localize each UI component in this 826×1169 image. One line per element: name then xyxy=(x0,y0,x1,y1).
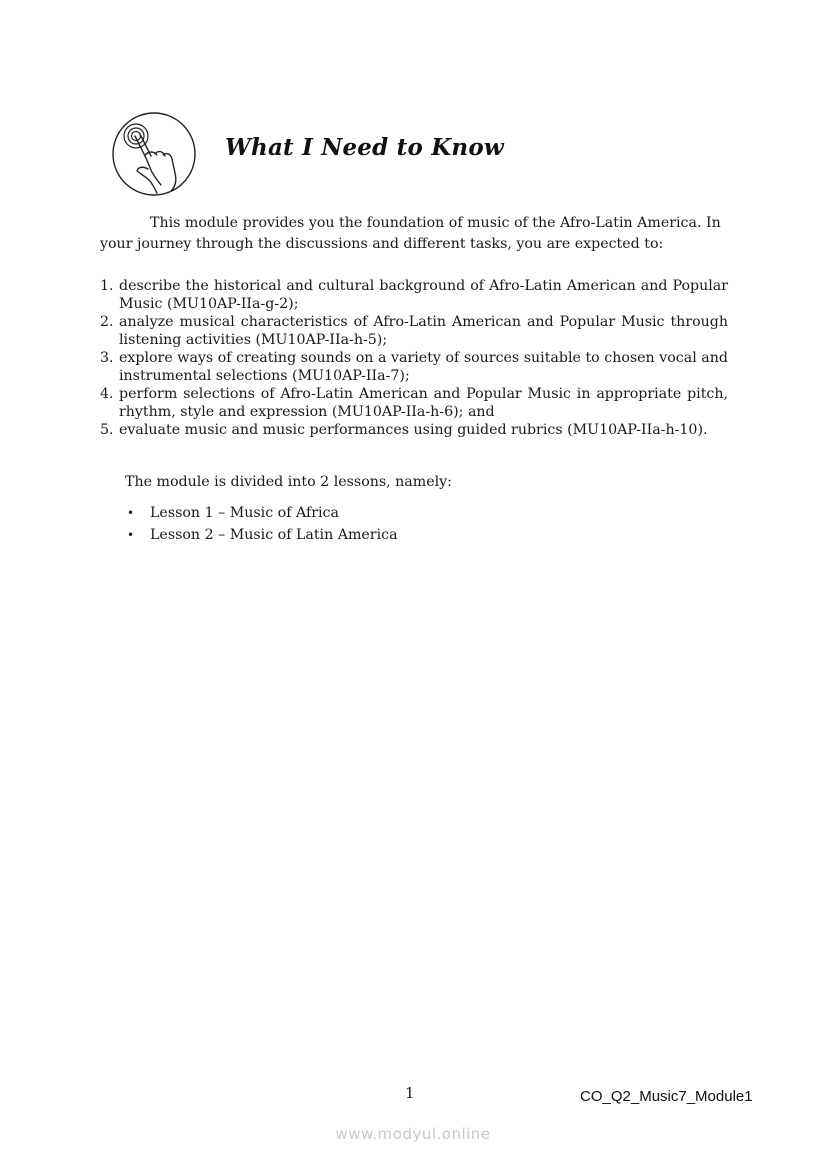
lesson-text: Lesson 2 – Music of Latin America xyxy=(150,527,398,543)
objectives-list xyxy=(100,277,728,439)
page-number: 1 xyxy=(405,1084,415,1102)
watermark: www.modyul.online xyxy=(335,1125,491,1143)
objective-item xyxy=(100,349,728,385)
objective-text: explore ways of creating sounds on a variety of sources suitable to chosen vocal and instrumental selections (MU10AP-IIa-7); xyxy=(119,350,728,384)
objective-text: perform selections of Afro-Latin American and Popular Music in appropriate pitch, rhythm, style and expression (MU10AP-IIa-h-6); and xyxy=(119,386,728,420)
lesson-item xyxy=(125,502,398,524)
objective-number: 3. xyxy=(100,350,114,366)
objective-item xyxy=(100,313,728,349)
module-code: CO_Q2_Music7_Module1 xyxy=(580,1088,753,1105)
objective-text: describe the historical and cultural background of Afro-Latin American and Popular Music (MU10AP-IIa-g-2); xyxy=(119,278,728,312)
lessons-list xyxy=(125,502,398,546)
lesson-item xyxy=(125,524,398,546)
intro-paragraph: This module provides you the foundation of music of the Afro-Latin America. In your journey through the discussions and different tasks, you are expected to: xyxy=(100,215,721,252)
objective-text: evaluate music and music performances using guided rubrics (MU10AP-IIa-h-10). xyxy=(119,422,708,438)
objective-item xyxy=(100,385,728,421)
bullet-icon: • xyxy=(127,506,135,520)
objective-number: 4. xyxy=(100,386,114,402)
objective-item xyxy=(100,421,728,439)
objective-text: analyze musical characteristics of Afro-Latin American and Popular Music through listening activities (MU10AP-IIa-h-5); xyxy=(119,314,728,348)
objective-number: 2. xyxy=(100,314,114,330)
objective-item xyxy=(100,277,728,313)
lessons-intro: The module is divided into 2 lessons, namely: xyxy=(125,474,452,490)
tap-gesture-icon xyxy=(111,111,197,197)
objective-number: 5. xyxy=(100,422,114,438)
bullet-icon: • xyxy=(127,528,135,542)
objective-number: 1. xyxy=(100,278,114,294)
page-title: What I Need to Know xyxy=(225,134,504,161)
lesson-text: Lesson 1 – Music of Africa xyxy=(150,505,339,521)
